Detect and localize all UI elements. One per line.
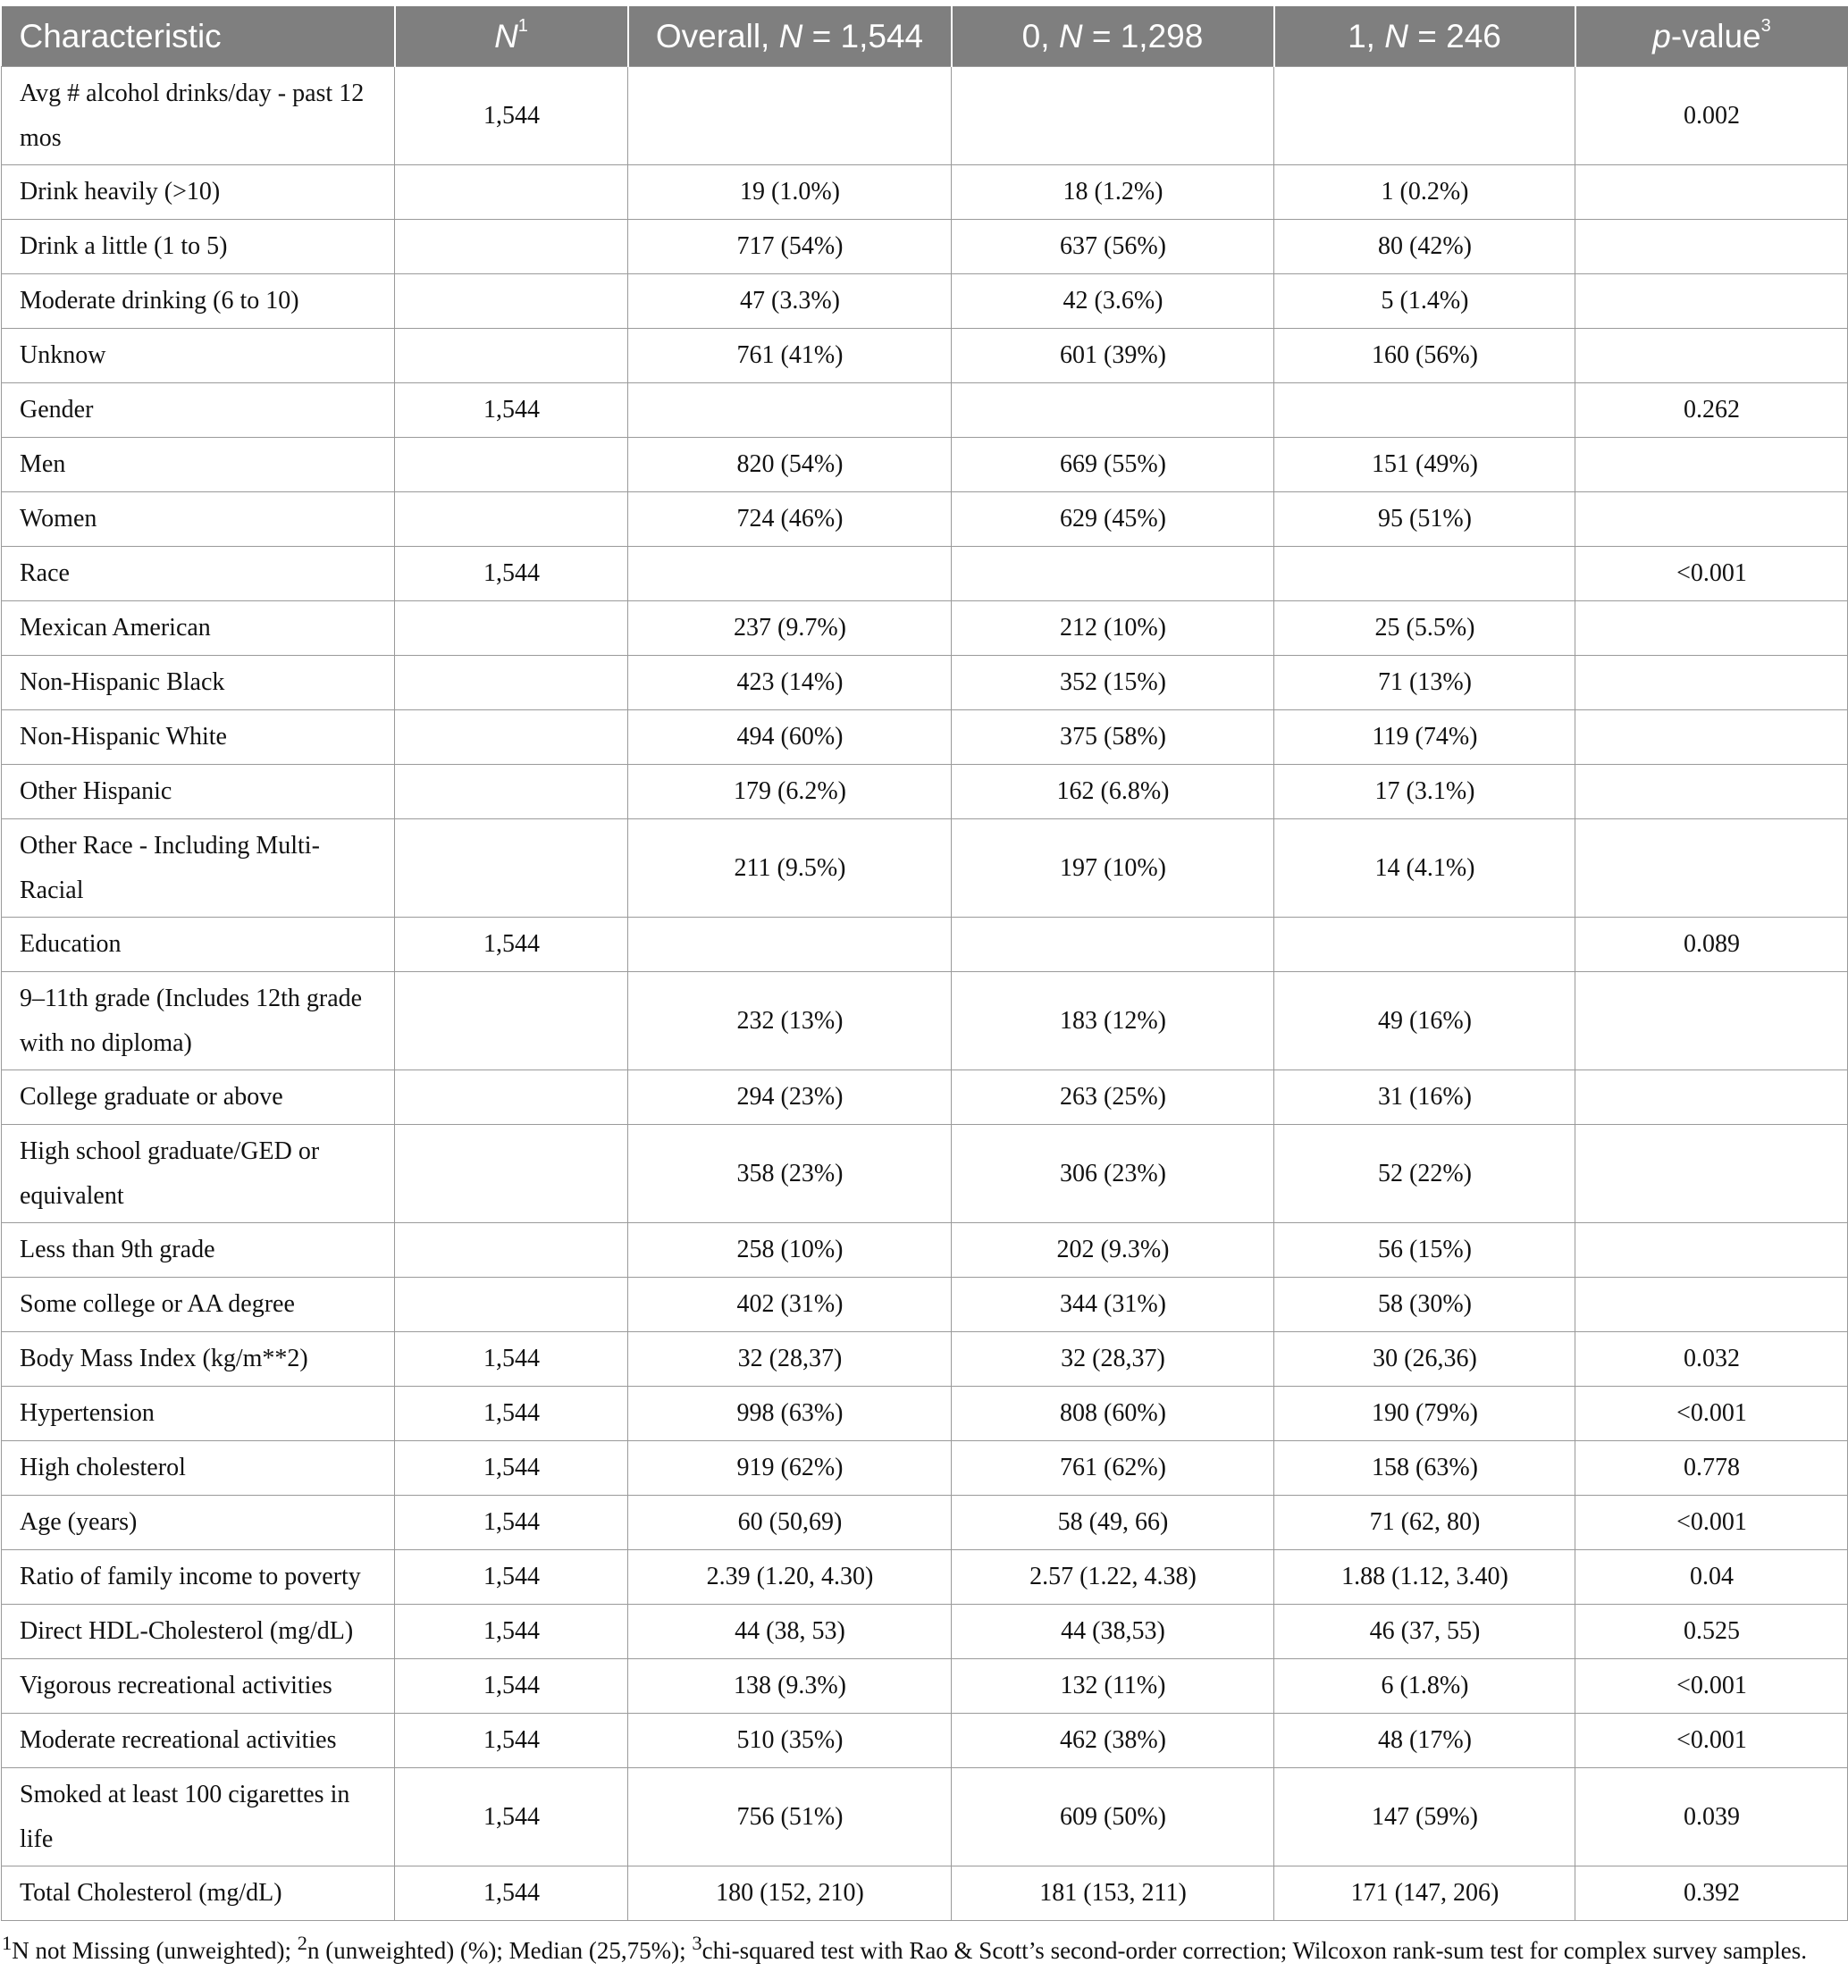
table-row xyxy=(2,1070,1848,1125)
row-p-value xyxy=(1575,710,1848,765)
row-group-1: 95 (51%) xyxy=(1274,492,1575,547)
row-overall xyxy=(628,383,952,438)
row-n xyxy=(395,329,628,383)
row-overall: 47 (3.3%) xyxy=(628,274,952,329)
table-row xyxy=(2,329,1848,383)
row-characteristic: High cholesterol xyxy=(2,1441,395,1496)
row-overall: 919 (62%) xyxy=(628,1441,952,1496)
row-overall: 724 (46%) xyxy=(628,492,952,547)
row-overall: 756 (51%) xyxy=(628,1768,952,1866)
row-characteristic: Direct HDL-Cholesterol (mg/dL) xyxy=(2,1605,395,1659)
row-group-0: 344 (31%) xyxy=(952,1278,1274,1332)
row-characteristic: Moderate recreational activities xyxy=(2,1714,395,1768)
row-group-0: 202 (9.3%) xyxy=(952,1223,1274,1278)
table-row xyxy=(2,1278,1848,1332)
characteristics-table xyxy=(1,6,1848,1921)
row-overall: 358 (23%) xyxy=(628,1125,952,1223)
row-n: 1,544 xyxy=(395,547,628,601)
row-p-value: <0.001 xyxy=(1575,1659,1848,1714)
table-row xyxy=(2,1387,1848,1441)
row-n xyxy=(395,601,628,656)
header-p-value: p-value$^3$ xyxy=(1575,6,1848,67)
row-overall: 717 (54%) xyxy=(628,220,952,274)
row-group-0 xyxy=(952,547,1274,601)
row-group-1: 17 (3.1%) xyxy=(1274,765,1575,819)
row-characteristic: Drink a little (1 to 5) xyxy=(2,220,395,274)
row-group-1 xyxy=(1274,547,1575,601)
row-group-0: 637 (56%) xyxy=(952,220,1274,274)
row-overall: 258 (10%) xyxy=(628,1223,952,1278)
table-row xyxy=(2,710,1848,765)
row-n: 1,544 xyxy=(395,1550,628,1605)
row-group-1: 71 (62, 80) xyxy=(1274,1496,1575,1550)
row-group-1: 31 (16%) xyxy=(1274,1070,1575,1125)
row-characteristic: Education xyxy=(2,918,395,972)
row-group-0: 609 (50%) xyxy=(952,1768,1274,1866)
row-group-0: 181 (153, 211) xyxy=(952,1866,1274,1921)
header-group-1: 1, N = 246 xyxy=(1274,6,1575,67)
row-group-1 xyxy=(1274,918,1575,972)
table-body xyxy=(2,67,1848,1921)
row-group-0 xyxy=(952,383,1274,438)
row-group-0: 197 (10%) xyxy=(952,819,1274,918)
row-n: 1,544 xyxy=(395,1866,628,1921)
table-row xyxy=(2,1441,1848,1496)
row-characteristic: Body Mass Index (kg/m**2) xyxy=(2,1332,395,1387)
row-characteristic: Unknow xyxy=(2,329,395,383)
row-group-1: 147 (59%) xyxy=(1274,1768,1575,1866)
row-characteristic: Gender xyxy=(2,383,395,438)
row-p-value xyxy=(1575,972,1848,1070)
row-group-0: 761 (62%) xyxy=(952,1441,1274,1496)
row-p-value xyxy=(1575,220,1848,274)
row-p-value xyxy=(1575,765,1848,819)
row-group-1: 30 (26,36) xyxy=(1274,1332,1575,1387)
row-group-1: 58 (30%) xyxy=(1274,1278,1575,1332)
row-group-1: 158 (63%) xyxy=(1274,1441,1575,1496)
row-group-1: 6 (1.8%) xyxy=(1274,1659,1575,1714)
row-overall: 761 (41%) xyxy=(628,329,952,383)
row-group-0: 42 (3.6%) xyxy=(952,274,1274,329)
row-p-value: 0.002 xyxy=(1575,67,1848,165)
row-p-value xyxy=(1575,1223,1848,1278)
row-group-0: 669 (55%) xyxy=(952,438,1274,492)
row-group-0: 263 (25%) xyxy=(952,1070,1274,1125)
row-overall: 211 (9.5%) xyxy=(628,819,952,918)
row-group-0: 183 (12%) xyxy=(952,972,1274,1070)
row-group-1: 46 (37, 55) xyxy=(1274,1605,1575,1659)
row-p-value: <0.001 xyxy=(1575,1387,1848,1441)
row-p-value xyxy=(1575,656,1848,710)
row-characteristic: Men xyxy=(2,438,395,492)
row-overall: 294 (23%) xyxy=(628,1070,952,1125)
row-overall: 2.39 (1.20, 4.30) xyxy=(628,1550,952,1605)
row-n xyxy=(395,710,628,765)
table-row xyxy=(2,1550,1848,1605)
row-group-1: 48 (17%) xyxy=(1274,1714,1575,1768)
header-overall: Overall, N = 1,544 xyxy=(628,6,952,67)
row-characteristic: Drink heavily (>10) xyxy=(2,165,395,220)
row-n xyxy=(395,972,628,1070)
row-group-0: 306 (23%) xyxy=(952,1125,1274,1223)
row-characteristic: Women xyxy=(2,492,395,547)
row-group-0: 2.57 (1.22, 4.38) xyxy=(952,1550,1274,1605)
row-n: 1,544 xyxy=(395,1496,628,1550)
row-group-1: 80 (42%) xyxy=(1274,220,1575,274)
row-n: 1,544 xyxy=(395,67,628,165)
table-row xyxy=(2,819,1848,918)
row-n: 1,544 xyxy=(395,1441,628,1496)
table-row xyxy=(2,918,1848,972)
row-group-1: 52 (22%) xyxy=(1274,1125,1575,1223)
row-overall: 44 (38, 53) xyxy=(628,1605,952,1659)
row-n xyxy=(395,220,628,274)
table-row xyxy=(2,1496,1848,1550)
row-n xyxy=(395,819,628,918)
row-characteristic: Race xyxy=(2,547,395,601)
row-group-0: 375 (58%) xyxy=(952,710,1274,765)
header-row xyxy=(2,6,1848,67)
row-p-value: 0.392 xyxy=(1575,1866,1848,1921)
row-p-value: 0.525 xyxy=(1575,1605,1848,1659)
row-characteristic: Hypertension xyxy=(2,1387,395,1441)
row-p-value xyxy=(1575,1125,1848,1223)
table-row xyxy=(2,1768,1848,1866)
header-characteristic: Characteristic xyxy=(2,6,395,67)
row-group-0: 462 (38%) xyxy=(952,1714,1274,1768)
row-characteristic: 9–11th grade (Includes 12th grade with no diploma) xyxy=(2,972,395,1070)
table-row xyxy=(2,1125,1848,1223)
row-characteristic: College graduate or above xyxy=(2,1070,395,1125)
row-n xyxy=(395,492,628,547)
row-overall: 820 (54%) xyxy=(628,438,952,492)
row-characteristic: Mexican American xyxy=(2,601,395,656)
row-p-value xyxy=(1575,274,1848,329)
row-n: 1,544 xyxy=(395,1659,628,1714)
row-p-value xyxy=(1575,492,1848,547)
table-row xyxy=(2,1659,1848,1714)
row-group-0: 32 (28,37) xyxy=(952,1332,1274,1387)
row-characteristic: Avg # alcohol drinks/day - past 12 mos xyxy=(2,67,395,165)
row-n: 1,544 xyxy=(395,1714,628,1768)
row-overall: 423 (14%) xyxy=(628,656,952,710)
row-n xyxy=(395,438,628,492)
row-p-value xyxy=(1575,329,1848,383)
row-characteristic: Non-Hispanic White xyxy=(2,710,395,765)
table-row xyxy=(2,67,1848,165)
row-p-value: 0.032 xyxy=(1575,1332,1848,1387)
row-p-value: 0.089 xyxy=(1575,918,1848,972)
row-overall: 19 (1.0%) xyxy=(628,165,952,220)
row-p-value: 0.039 xyxy=(1575,1768,1848,1866)
row-group-0: 162 (6.8%) xyxy=(952,765,1274,819)
table-footnote: $^1$N not Missing (unweighted); $^2$n (unweighted) (%); Median (25,75%); $^3$chi-squared test with Rao & Scott’s second-order correction; Wilcoxon rank-sum test for complex survey samples. xyxy=(2,1932,1807,1964)
table-row xyxy=(2,972,1848,1070)
row-group-1: 5 (1.4%) xyxy=(1274,274,1575,329)
row-characteristic: Vigorous recreational activities xyxy=(2,1659,395,1714)
row-group-1: 14 (4.1%) xyxy=(1274,819,1575,918)
row-overall: 232 (13%) xyxy=(628,972,952,1070)
table-row xyxy=(2,1605,1848,1659)
row-characteristic: Age (years) xyxy=(2,1496,395,1550)
row-p-value: <0.001 xyxy=(1575,1496,1848,1550)
row-characteristic: High school graduate/GED or equivalent xyxy=(2,1125,395,1223)
row-n: 1,544 xyxy=(395,918,628,972)
row-group-0 xyxy=(952,67,1274,165)
table-row xyxy=(2,547,1848,601)
row-n: 1,544 xyxy=(395,1768,628,1866)
row-group-1 xyxy=(1274,383,1575,438)
row-characteristic: Ratio of family income to poverty xyxy=(2,1550,395,1605)
row-group-1: 151 (49%) xyxy=(1274,438,1575,492)
row-n xyxy=(395,274,628,329)
row-p-value: 0.04 xyxy=(1575,1550,1848,1605)
row-group-1: 1 (0.2%) xyxy=(1274,165,1575,220)
table-row xyxy=(2,383,1848,438)
row-group-0: 808 (60%) xyxy=(952,1387,1274,1441)
row-group-1: 119 (74%) xyxy=(1274,710,1575,765)
row-group-1 xyxy=(1274,67,1575,165)
row-overall: 494 (60%) xyxy=(628,710,952,765)
row-overall: 180 (152, 210) xyxy=(628,1866,952,1921)
header-n: $N^1$ xyxy=(395,6,628,67)
table-row xyxy=(2,1866,1848,1921)
row-characteristic: Other Hispanic xyxy=(2,765,395,819)
row-group-1: 190 (79%) xyxy=(1274,1387,1575,1441)
table-row xyxy=(2,1332,1848,1387)
row-group-1: 49 (16%) xyxy=(1274,972,1575,1070)
row-p-value xyxy=(1575,601,1848,656)
row-group-0: 18 (1.2%) xyxy=(952,165,1274,220)
row-group-0: 44 (38,53) xyxy=(952,1605,1274,1659)
row-group-0: 629 (45%) xyxy=(952,492,1274,547)
row-group-1: 71 (13%) xyxy=(1274,656,1575,710)
row-group-1: 25 (5.5%) xyxy=(1274,601,1575,656)
table-row xyxy=(2,165,1848,220)
row-overall: 32 (28,37) xyxy=(628,1332,952,1387)
row-n xyxy=(395,765,628,819)
row-overall: 998 (63%) xyxy=(628,1387,952,1441)
row-n: 1,544 xyxy=(395,1605,628,1659)
row-overall: 138 (9.3%) xyxy=(628,1659,952,1714)
row-p-value xyxy=(1575,438,1848,492)
row-n: 1,544 xyxy=(395,383,628,438)
row-n xyxy=(395,656,628,710)
row-overall: 179 (6.2%) xyxy=(628,765,952,819)
row-group-1: 1.88 (1.12, 3.40) xyxy=(1274,1550,1575,1605)
row-group-1: 56 (15%) xyxy=(1274,1223,1575,1278)
row-p-value xyxy=(1575,1278,1848,1332)
table-row xyxy=(2,438,1848,492)
row-group-0: 58 (49, 66) xyxy=(952,1496,1274,1550)
row-group-0 xyxy=(952,918,1274,972)
row-overall xyxy=(628,547,952,601)
table-row xyxy=(2,656,1848,710)
row-n: 1,544 xyxy=(395,1387,628,1441)
row-group-1: 160 (56%) xyxy=(1274,329,1575,383)
row-characteristic: Smoked at least 100 cigarettes in life xyxy=(2,1768,395,1866)
row-overall: 60 (50,69) xyxy=(628,1496,952,1550)
row-characteristic: Other Race - Including Multi-Racial xyxy=(2,819,395,918)
table-row xyxy=(2,220,1848,274)
row-characteristic: Moderate drinking (6 to 10) xyxy=(2,274,395,329)
row-group-0: 132 (11%) xyxy=(952,1659,1274,1714)
row-p-value: <0.001 xyxy=(1575,547,1848,601)
row-overall xyxy=(628,918,952,972)
row-n xyxy=(395,165,628,220)
row-characteristic: Non-Hispanic Black xyxy=(2,656,395,710)
row-group-0: 352 (15%) xyxy=(952,656,1274,710)
row-characteristic: Some college or AA degree xyxy=(2,1278,395,1332)
row-group-1: 171 (147, 206) xyxy=(1274,1866,1575,1921)
table-row xyxy=(2,1223,1848,1278)
row-group-0: 601 (39%) xyxy=(952,329,1274,383)
row-p-value xyxy=(1575,165,1848,220)
row-p-value: 0.262 xyxy=(1575,383,1848,438)
row-overall: 237 (9.7%) xyxy=(628,601,952,656)
row-n xyxy=(395,1223,628,1278)
row-n xyxy=(395,1278,628,1332)
row-overall: 402 (31%) xyxy=(628,1278,952,1332)
row-overall xyxy=(628,67,952,165)
table-row xyxy=(2,1714,1848,1768)
row-p-value xyxy=(1575,1070,1848,1125)
row-n xyxy=(395,1125,628,1223)
row-n: 1,544 xyxy=(395,1332,628,1387)
row-p-value: 0.778 xyxy=(1575,1441,1848,1496)
table-row xyxy=(2,601,1848,656)
row-n xyxy=(395,1070,628,1125)
table-row xyxy=(2,274,1848,329)
table-row xyxy=(2,492,1848,547)
header-group-0: 0, N = 1,298 xyxy=(952,6,1274,67)
row-characteristic: Total Cholesterol (mg/dL) xyxy=(2,1866,395,1921)
row-characteristic: Less than 9th grade xyxy=(2,1223,395,1278)
table-row xyxy=(2,765,1848,819)
row-p-value xyxy=(1575,819,1848,918)
row-group-0: 212 (10%) xyxy=(952,601,1274,656)
row-p-value: <0.001 xyxy=(1575,1714,1848,1768)
row-overall: 510 (35%) xyxy=(628,1714,952,1768)
